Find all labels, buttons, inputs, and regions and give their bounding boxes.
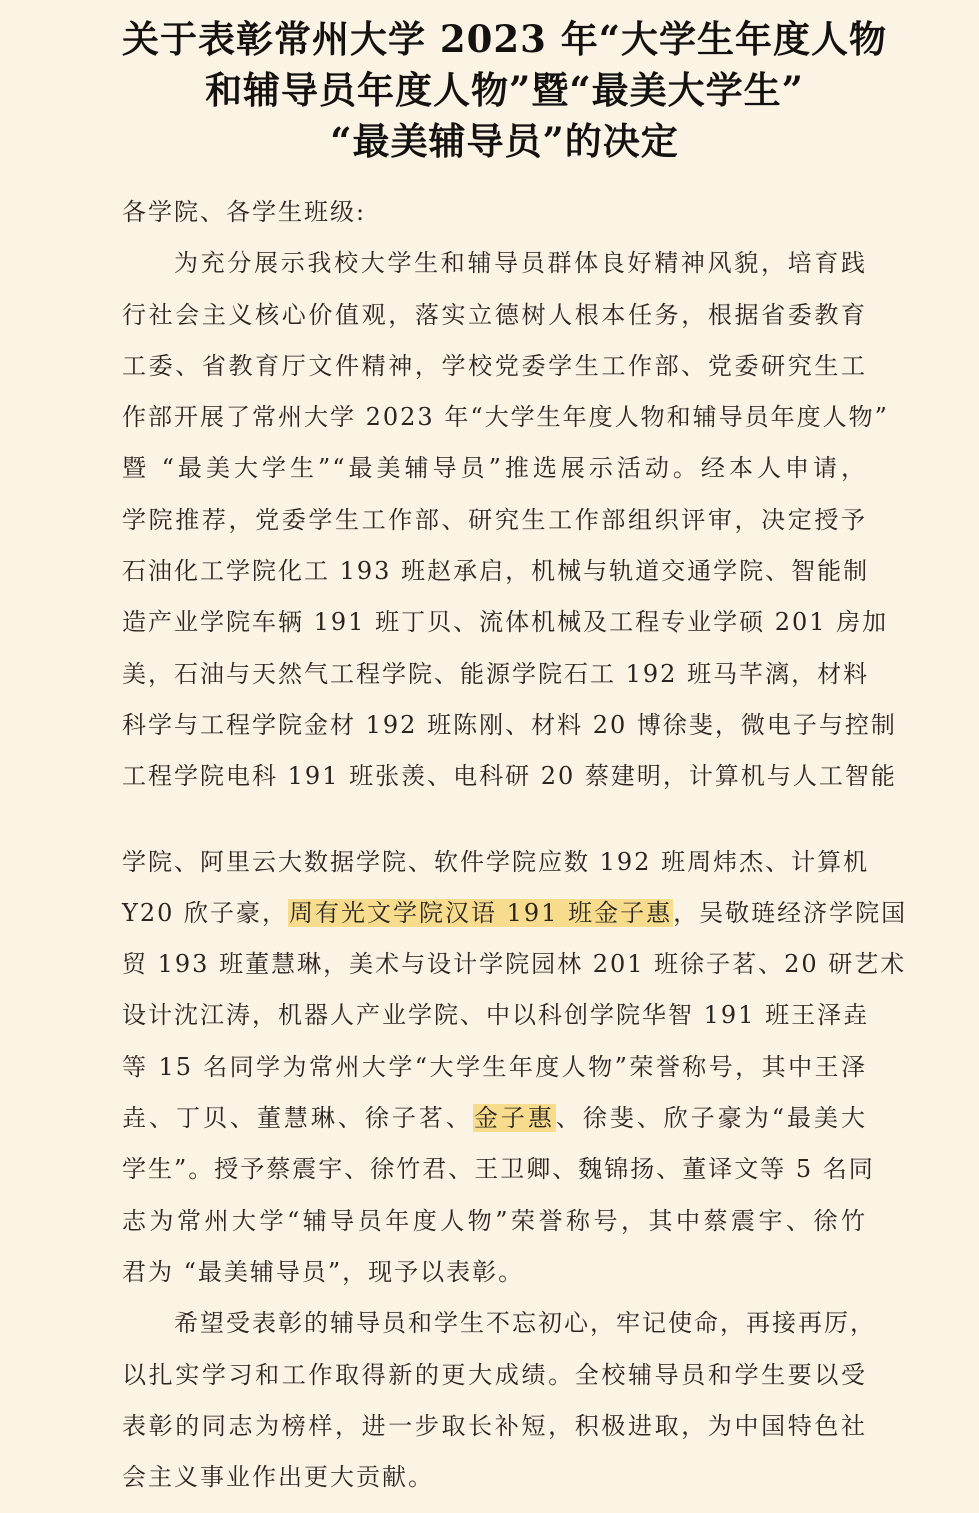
paragraph-3-line: 表彰的同志为榜样，进一步取长补短，积极进取，为中国特色社 [122, 1411, 867, 1440]
highlighted-text: 金子惠 [473, 1104, 555, 1133]
paragraph-2-line [122, 888, 908, 939]
paragraph-2-line: 学生”。授予蔡震宇、徐竹君、王卫卿、魏锦扬、董译文等 5 名同 [122, 1155, 875, 1184]
highlighted-text: 周有光文学院汉语 191 班金子惠 [289, 898, 673, 927]
paragraph-1-line: 为充分展示我校大学生和辅导员群体良好精神风貌，培育践 [174, 249, 867, 278]
page-break-gap [122, 803, 867, 837]
line-text: 垚、丁贝、董慧琳、徐子茗、 [122, 1104, 473, 1133]
paragraph-2-line: 设计沈江涛，机器人产业学院、中以科创学院华智 191 班王泽垚 [122, 1001, 870, 1030]
paragraph-3-line: 希望受表彰的辅导员和学生不忘初心，牢记使命，再接再厉， [174, 1309, 876, 1338]
paragraph-1-line: 石油化工学院化工 193 班赵承启，机械与轨道交通学院、智能制 [122, 557, 870, 586]
document-title [82, 14, 927, 167]
paragraph-2-line: 君为 “最美辅导员”，现予以表彰。 [122, 1257, 525, 1286]
paragraph-1-line: 工委、省教育厅文件精神，学校党委学生工作部、党委研究生工 [122, 351, 867, 380]
paragraph-3 [122, 1298, 876, 1503]
paragraph-3-line: 以扎实学习和工作取得新的更大成绩。全校辅导员和学生要以受 [122, 1360, 867, 1389]
paragraph-1-line: 工程学院电科 191 班张羡、电科研 20 蔡建明，计算机与人工智能 [122, 762, 897, 791]
paragraph-1-line: 作部开展了常州大学 2023 年“大学生年度人物和辅导员年度人物” [122, 403, 889, 432]
paragraph-1-line: 学院推荐，党委学生工作部、研究生工作部组织评审，决定授予 [122, 505, 867, 534]
paragraph-1-line: 行社会主义核心价值观，落实立德树人根本任务，根据省委教育 [122, 300, 867, 329]
title-line-3: “最美辅导员”的决定 [330, 119, 679, 163]
paragraph-3-line: 会主义事业作出更大贡献。 [122, 1463, 434, 1492]
paragraph-1 [122, 238, 897, 802]
paragraph-2-line: 等 15 名同学为常州大学“大学生年度人物”荣誉称号，其中王泽 [122, 1052, 867, 1081]
title-line-1: 关于表彰常州大学 2023 年“大学生年度人物 [121, 17, 888, 61]
paragraph-1-line: 科学与工程学院金材 192 班陈刚、材料 20 博徐斐，微电子与控制 [122, 710, 897, 739]
salutation: 各学院、各学生班级: [122, 198, 367, 226]
paragraph-1-line: 美，石油与天然气工程学院、能源学院石工 192 班马芊漓，材料 [122, 659, 870, 688]
paragraph-1-line: 暨 “最美大学生”“最美辅导员”推选展示活动。经本人申请， [122, 454, 867, 483]
paragraph-2-line: 志为常州大学“辅导员年度人物”荣誉称号，其中蔡震宇、徐竹 [122, 1206, 867, 1235]
paragraph-2-line: 贸 193 班董慧琳，美术与设计学院园林 201 班徐子茗、20 研艺术 [122, 950, 907, 979]
paragraph-1-line: 造产业学院车辆 191 班丁贝、流体机械及工程专业学硕 201 房加 [122, 608, 889, 637]
paragraph-2-line: 学院、阿里云大数据学院、软件学院应数 192 班周炜杰、计算机 [122, 847, 870, 876]
paragraph-2-line [122, 1093, 867, 1144]
line-text: Y20 欣子豪， [122, 898, 289, 927]
line-text: 、徐斐、欣子豪为“最美大 [555, 1104, 867, 1133]
title-line-2: 和辅导员年度人物”暨“最美大学生” [205, 68, 804, 112]
paragraph-2 [122, 837, 908, 1299]
line-text: ，吴敬琏经济学院国 [673, 898, 908, 927]
